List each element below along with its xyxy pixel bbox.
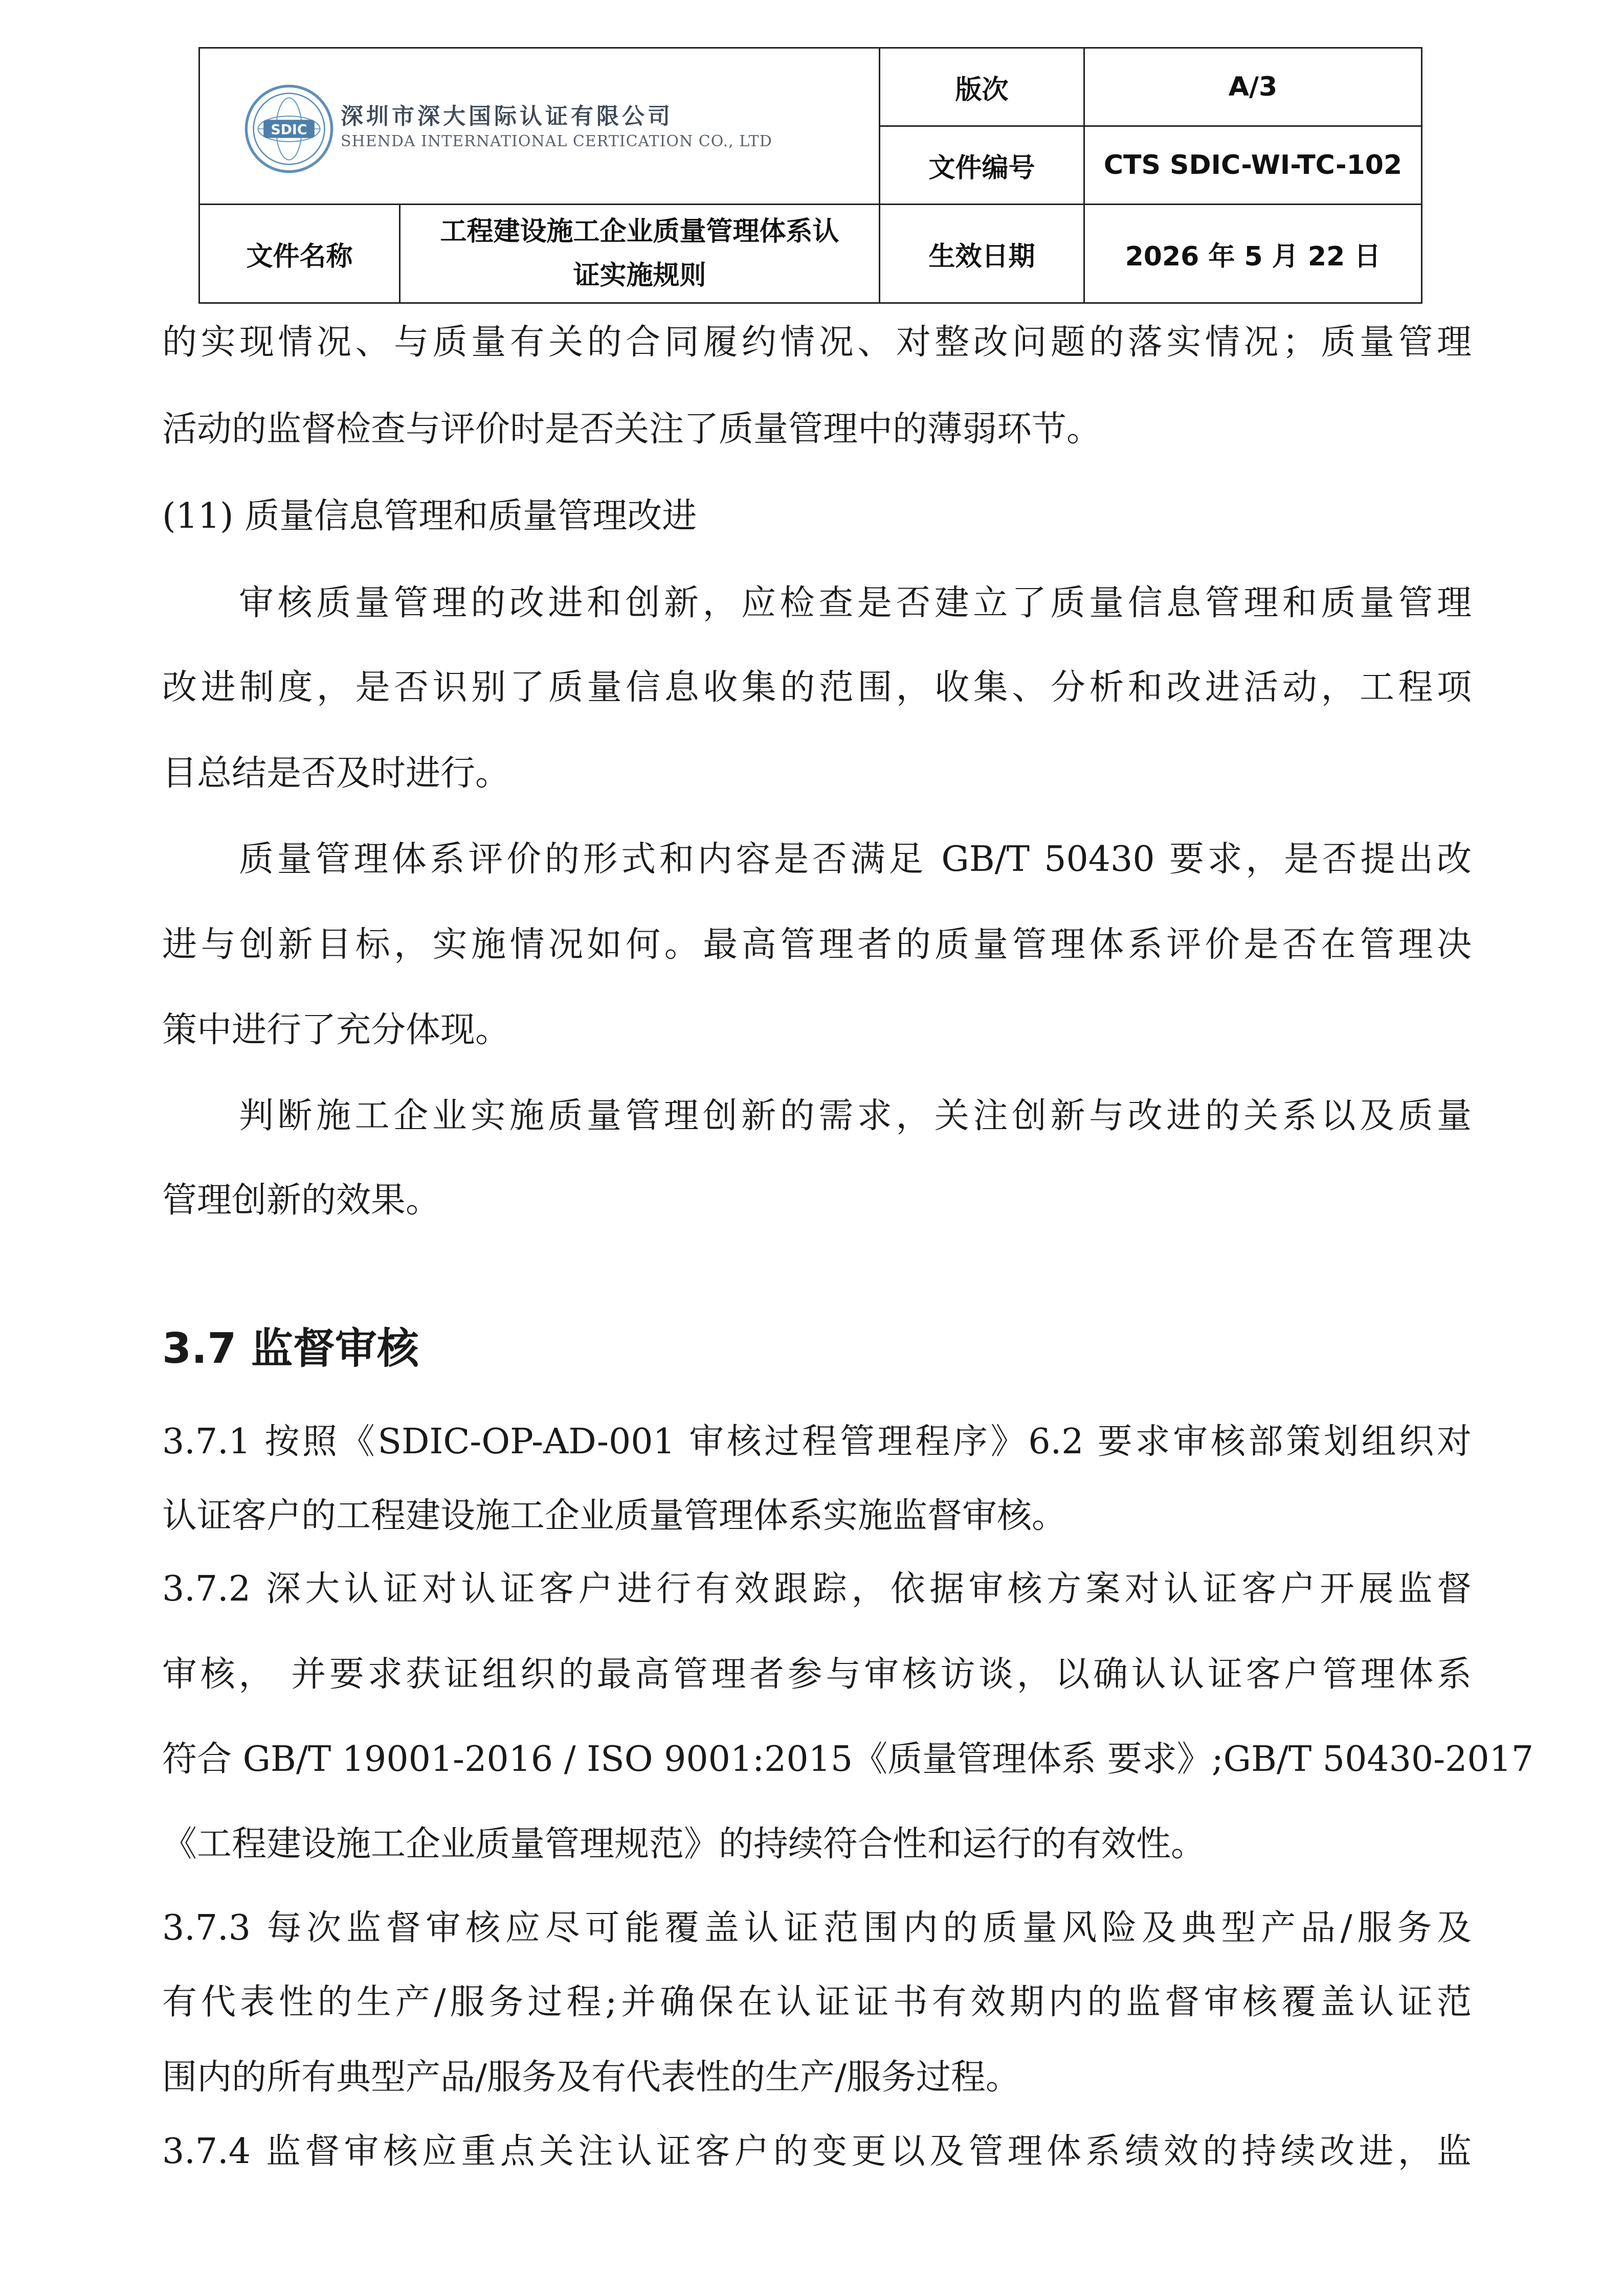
header-table [198,47,1422,304]
list-item-heading: (11) 质量信息管理和质量管理改进 [162,496,697,536]
paragraph-line: 改进制度，是否识别了质量信息收集的范围，收集、分析和改进活动，工程项 [162,667,1472,708]
paragraph-line: 的实现情况、与质量有关的合同履约情况、对整改问题的落实情况；质量管理 [162,322,1472,363]
paragraph-line: 3.7.1 按照《SDIC-OP-AD-001 审核过程管理程序》6.2 要求审核部策划组织对 [162,1422,1472,1462]
paragraph-line: 活动的监督检查与评价时是否关注了质量管理中的薄弱环节。 [162,409,1102,449]
paragraph-line: 有代表性的生产/服务过程;并确保在认证证书有效期内的监督审核覆盖认证范 [162,1982,1472,2022]
paragraph-line: 3.7.4 监督审核应重点关注认证客户的变更以及管理体系绩效的持续改进，监 [162,2131,1472,2172]
doc-name-line1: 工程建设施工企业质量管理体系认 [440,216,839,247]
paragraph-line: 质量管理体系评价的形式和内容是否满足 GB/T 50430 要求，是否提出改 [239,839,1472,880]
paragraph-line: 符合 GB/T 19001-2016 / ISO 9001:2015《质量管理体系 要求》;GB/T 50430-2017 [162,1739,1534,1780]
paragraph-line: 进与创新目标，实施情况如何。最高管理者的质量管理体系评价是否在管理决 [162,925,1472,965]
paragraph-line: 3.7.3 每次监督审核应尽可能覆盖认证范围内的质量风险及典型产品/服务及 [162,1908,1472,1948]
paragraph-line: 围内的所有典型产品/服务及有代表性的生产/服务过程。 [162,2057,1020,2098]
paragraph-line: 判断施工企业实施质量管理创新的需求，关注创新与改进的关系以及质量 [239,1096,1472,1136]
section-heading: 3.7 监督审核 [162,1324,419,1373]
doc-number-value: CTS SDIC-WI-TC-102 [1084,126,1422,205]
paragraph-line: 管理创新的效果。 [162,1180,441,1221]
company-name-cn: 深圳市深大国际认证有限公司 [341,103,673,129]
company-logo [243,83,857,175]
version-value: A/3 [1084,48,1422,126]
doc-number-label: 文件编号 [880,126,1084,205]
doc-name-line2: 证实施规则 [573,260,706,291]
paragraph-line: 《工程建设施工企业质量管理规范》的持续符合性和运行的有效性。 [162,1824,1206,1864]
svg-text:SDIC: SDIC [271,122,307,138]
doc-name-value [400,205,880,303]
effective-date-label: 生效日期 [880,205,1084,303]
doc-name-label: 文件名称 [199,205,400,303]
paragraph-line: 审核质量管理的改进和创新，应检查是否建立了质量信息管理和质量管理 [239,583,1472,623]
paragraph-line: 策中进行了充分体现。 [162,1010,510,1050]
paragraph-line: 认证客户的工程建设施工企业质量管理体系实施监督审核。 [162,1496,1067,1536]
logo-cell [199,48,880,205]
paragraph-line: 审核， 并要求获证组织的最高管理者参与审核访谈，以确认认证客户管理体系 [162,1654,1472,1695]
paragraph-line: 3.7.2 深大认证对认证客户进行有效跟踪，依据审核方案对认证客户开展监督 [162,1569,1472,1609]
version-label: 版次 [880,48,1084,126]
paragraph-line: 目总结是否及时进行。 [162,753,510,794]
sdic-seal-icon [243,83,335,174]
company-name-en: SHENDA INTERNATIONAL CERTICATION CO., LTD [341,132,772,150]
effective-date-value: 2026 年 5 月 22 日 [1084,205,1422,303]
